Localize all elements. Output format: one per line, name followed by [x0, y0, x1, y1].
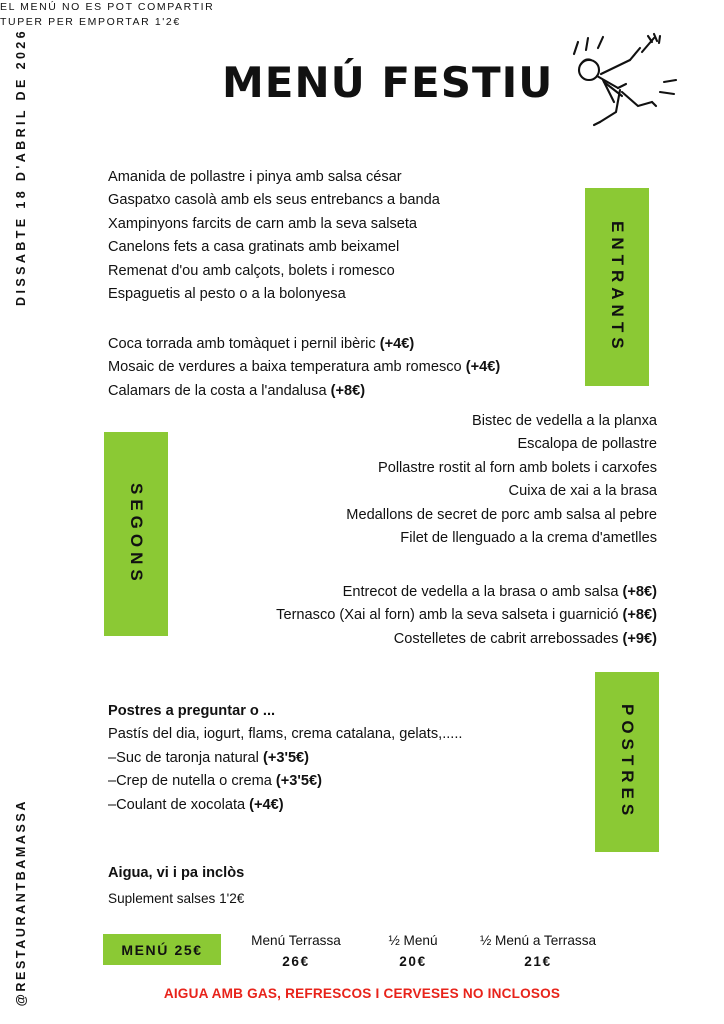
entrants-dish-list: [108, 166, 440, 306]
dish-price: (+3'5€): [262, 749, 310, 766]
list-item: Escalopa de pollastre: [517, 436, 657, 453]
instagram-handle-vertical: @RESTAURANTBAMASSA: [14, 798, 28, 1006]
dish-price: (+8€): [330, 382, 366, 399]
list-item: Espaguetis al pesto o a la bolonyesa: [108, 286, 346, 303]
dish-name: –Crep de nutella o crema: [108, 773, 276, 790]
list-item: Bistec de vedella a la planxa: [472, 413, 657, 429]
list-item: Filet de llenguado a la crema d'ametlles: [400, 530, 657, 547]
included-text: Aigua, vi i pa inclòs: [108, 865, 245, 881]
dish-name: –Coulant de xocolata: [108, 796, 250, 813]
dish-price: (+9€): [622, 630, 657, 647]
section-tab-entrants: [585, 188, 649, 386]
postres-description: Pastís del dia, iogurt, flams, crema catalana, gelats,.....: [108, 726, 463, 743]
price-label: ½ Menú a Terrassa: [479, 933, 597, 948]
list-item: [276, 581, 657, 604]
list-item: [108, 333, 500, 356]
event-date-vertical: DISSABTE 18 D'ABRIL DE 2026: [14, 28, 28, 306]
dish-price: (+4€): [379, 336, 415, 352]
dish-price: (+4€): [465, 359, 501, 376]
price-column-terrassa: [240, 930, 352, 972]
list-item: Xampinyons farcits de carn amb la seva salseta: [108, 215, 418, 232]
list-item: [108, 380, 500, 403]
menu-notice-line-2: TUPER PER EMPORTAR 1'2€: [0, 16, 181, 28]
running-waiter-icon: [556, 30, 686, 140]
section-tab-entrants-label: ENTRANTS: [608, 220, 627, 354]
list-item: Gaspatxo casolà amb els seus entrebancs a banda: [108, 192, 440, 209]
dish-name: Calamars de la costa a l'andalusa: [108, 382, 331, 399]
list-item: [108, 770, 468, 793]
list-item: Remenat d'ou amb calçots, bolets i romesco: [108, 262, 395, 279]
dish-name: Ternasco (Xai al forn) amb la seva salseta i guarnició: [276, 607, 623, 624]
segons-supplement-list: [276, 581, 657, 651]
dish-name: Entrecot de vedella a la brasa o amb salsa: [342, 584, 623, 600]
price-label: ½ Menú: [388, 933, 438, 948]
dish-price: (+4€): [249, 796, 284, 813]
list-item: [108, 747, 468, 770]
page-title: MENÚ FESTIU: [222, 58, 554, 107]
entrants-supplement-list: [108, 333, 500, 403]
section-tab-postres-label: POSTRES: [618, 703, 637, 821]
price-column-half-menu: [370, 930, 456, 972]
price-amount: 21€: [524, 954, 552, 969]
postres-block: [108, 700, 468, 817]
price-amount: 26€: [282, 954, 310, 969]
postres-heading: Postres a preguntar o ...: [108, 703, 276, 719]
section-tab-segons-label: SEGONS: [127, 482, 146, 586]
list-item: [276, 628, 657, 651]
menu-price-badge: [103, 934, 221, 965]
list-item: Cuixa de xai a la brasa: [508, 483, 657, 500]
price-amount: 20€: [399, 954, 427, 969]
dish-price: (+8€): [622, 607, 657, 624]
list-item: [276, 604, 657, 627]
section-tab-postres: [595, 672, 659, 852]
list-item: Medallons de secret de porc amb salsa al pebre: [346, 506, 657, 523]
list-item: [108, 794, 468, 817]
price-label: Menú Terrassa: [251, 933, 341, 948]
dish-name: Coca torrada amb tomàquet i pernil ibèric: [108, 336, 380, 352]
section-tab-segons: [104, 432, 168, 636]
list-item: Amanida de pollastre i pinya amb salsa césar: [108, 169, 402, 185]
menu-notice-line-1: EL MENÚ NO ES POT COMPARTIR: [0, 1, 215, 13]
dish-price: (+3'5€): [275, 773, 322, 790]
list-item: Pollastre rostit al forn amb bolets i carxofes: [377, 459, 657, 476]
price-column-half-menu-terrassa: [462, 930, 614, 972]
footer-note: AIGUA AMB GAS, REFRESCOS I CERVESES NO INCLOSOS: [163, 986, 561, 1001]
dish-price: (+8€): [622, 584, 657, 600]
dish-name: –Suc de taronja natural: [108, 749, 263, 766]
menu-price-badge-label: MENÚ 25€: [121, 941, 203, 958]
dish-name: Costelletes de cabrit arrebossades: [393, 630, 623, 647]
sauce-supplement-text: Suplement salses 1'2€: [108, 891, 245, 906]
list-item: [108, 356, 500, 379]
dish-name: Mosaic de verdures a baixa temperatura amb romesco: [108, 359, 466, 376]
list-item: Canelons fets a casa gratinats amb beixamel: [108, 239, 400, 256]
segons-dish-list: [346, 410, 657, 550]
menu-notice-vertical: [0, 0, 724, 30]
